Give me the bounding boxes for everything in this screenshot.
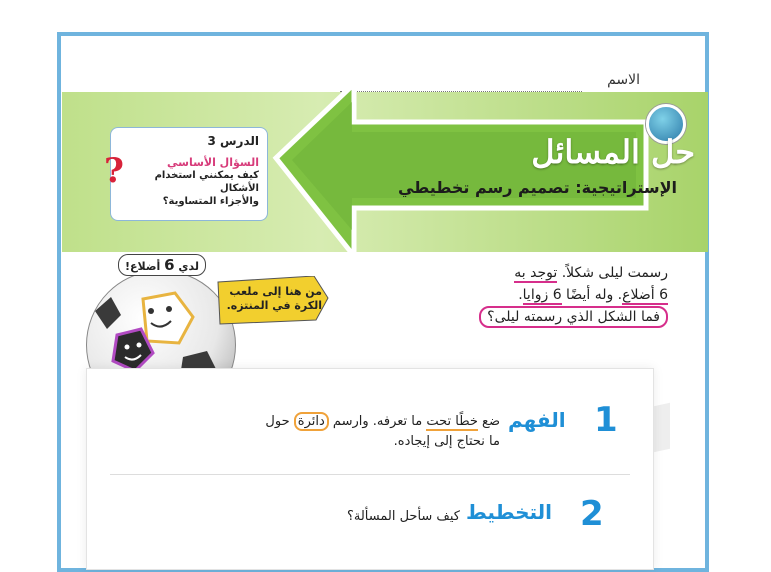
bubble-sides-word: أضلاع! <box>125 260 165 273</box>
question-mark-icon: ? <box>104 151 124 191</box>
step-2-number: 2 <box>580 494 604 534</box>
lesson-number: الدرس 3 <box>207 134 259 148</box>
step-1-line-2: ما نحتاج إلى إيجاده. <box>393 434 500 449</box>
step-2-title: التخطيط <box>466 500 553 524</box>
story-line-1 <box>440 262 668 284</box>
lesson-info-box <box>110 127 268 221</box>
essential-question-line-1: كيف يمكنني استخدام الأشكال <box>154 170 259 194</box>
story-text-1: رسمت ليلى شكلاً. <box>557 265 668 281</box>
strategy-subtitle: الإستراتيجية: تصميم رسم تخطيطي <box>397 178 677 197</box>
work-area <box>86 368 654 570</box>
essential-question-line-2: والأجزاء المتساوية؟ <box>162 196 259 207</box>
story-underline-2: 6 أضلاع <box>622 287 668 303</box>
step-1-line-1 <box>210 412 500 432</box>
story-underline-1: توجد به <box>514 265 558 281</box>
problem-story <box>440 262 668 328</box>
story-line-3 <box>440 306 668 328</box>
step-1-text-d: حول <box>265 414 294 429</box>
sign-text: من هنا إلى ملعب الكرة في المنتزه. <box>226 285 322 312</box>
story-line-2 <box>440 284 668 306</box>
step-divider <box>110 474 630 475</box>
speech-bubble-sides <box>118 254 206 276</box>
bubble-sides-number: 6 <box>164 256 175 274</box>
step-1-underline: خطًا تحت <box>426 414 478 429</box>
step-1-number: 1 <box>594 400 618 440</box>
page-title: حل المسائل <box>531 133 695 171</box>
story-text-2: . وله أيضًا <box>561 287 623 303</box>
step-2-text: كيف سأحل المسألة؟ <box>346 509 460 524</box>
name-label: الاسم <box>607 72 640 88</box>
essential-question-title: السؤال الأساسي <box>167 156 259 169</box>
step-1-text-b: ما تعرفه. وارسم <box>328 414 427 429</box>
story-question: فما الشكل الذي رسمته ليلى؟ <box>479 306 668 328</box>
bubble-sides-prefix: لدي <box>174 260 199 273</box>
step-1-circle: دائرة <box>294 412 329 431</box>
step-1-title: الفهم <box>508 408 566 432</box>
step-1-text <box>210 412 500 452</box>
story-text-3: . <box>518 287 523 303</box>
story-underline-3: 6 زوايا <box>522 287 562 303</box>
step-1-text-a: ضع <box>477 414 500 429</box>
